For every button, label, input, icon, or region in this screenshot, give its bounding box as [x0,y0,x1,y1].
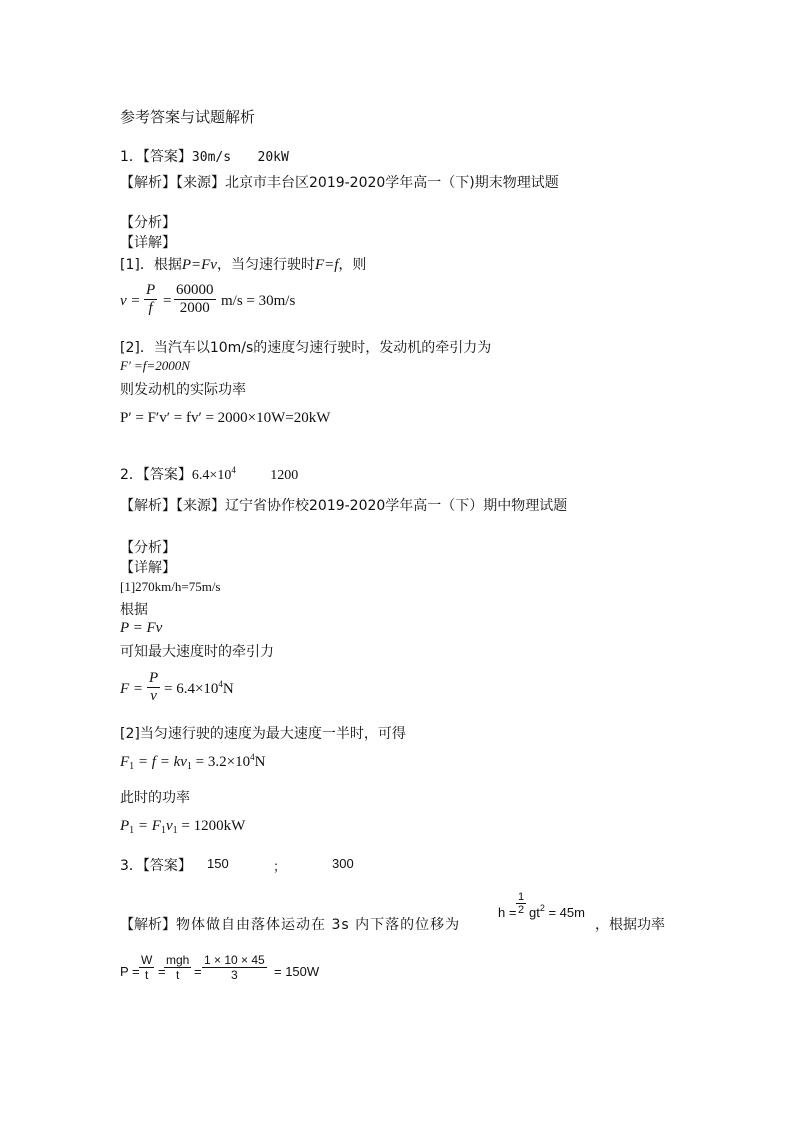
q2-eq3-unit: N [254,754,266,770]
q1-eq2: F′ =f=2000N [120,358,190,373]
q3-h-den: 2 [518,904,525,916]
q1-step2: [2]．当汽车以10m/s的速度匀速行驶时，发动机的牵引力为 [120,340,492,356]
q2-fenxi: 【分析】 [120,540,176,556]
q2-eq1: P = Fv [120,620,163,636]
q1-eq1-lhs-text: v = [120,293,141,309]
q2-eq3-sub: 1 [129,761,135,772]
q1-eq1-rhs: m/s = 30m/s [221,293,296,309]
q1-eq1-den2: 2000 [174,299,216,317]
q2-line1: [1]270km/h=75m/s [120,579,221,594]
q1-eq1-num2: 60000 [176,282,214,298]
q3-p-n3: 1 × 10 × 45 [204,953,265,967]
q2-line3: 可知最大速度时的牵引力 [120,644,274,660]
q3-answer-2: 300 [332,856,354,871]
q3-h-val: = 45m [544,905,585,920]
q1-xiangjie: 【详解】 [120,235,176,251]
q2-eq4-sub1: 1 [129,825,135,836]
q2-eq2-lhs: F = [120,681,144,697]
q1-step1-formula: P=Fv [181,257,217,273]
q3-p-d2: t [164,967,191,982]
q3-text1: 物体做自由落体运动在 3s 内下落的位移为 [176,917,461,933]
q1-step3: 则发动机的实际功率 [120,382,246,398]
q3-h-rhs [529,905,585,920]
q3-analysis-line [120,914,460,934]
q1-eq1-equals: = [163,293,172,309]
q3-h-num: 1 [518,891,525,903]
q1-step1-formula2: F=f [314,257,339,273]
q2-eq2-rhs-base: = 6.4×10 [164,681,219,697]
q2-eq4-sub2: 1 [160,825,166,836]
q3-h-rhs-text: gt [529,905,540,920]
q1-eq1-num: P [146,282,156,298]
q2-answer-line [120,464,298,484]
q2-line2: 根据 [120,602,148,618]
q1-source: 北京市丰台区2019-2020学年高一（下)期末物理试题 [225,175,559,191]
q1-eq1-den: f [144,299,157,317]
q2-eq3-end: = 3.2×10 [191,754,251,770]
q3-p-frac3 [202,953,267,982]
q2-eq3-exp: 4 [250,752,255,762]
q1-step1-end: ，则 [338,257,367,273]
q2-eq4 [120,818,245,835]
q1-eq1-frac1 [144,282,157,317]
q3-p-eq2: = [194,964,202,979]
q2-eq2-frac [147,670,160,705]
q1-step1-mid: ，当匀速行驶时 [216,257,315,273]
q1-answer-1: 30m/s [191,150,232,165]
q3-answer-1: 150 [207,856,229,871]
q3-h-lhs: h = [498,905,517,920]
q3-answer-line [120,855,354,875]
q2-line4: [2]当匀速行驶的速度为最大速度一半时，可得 [120,726,406,742]
q3-p-frac2 [164,953,191,982]
q2-answer-head: 2．【答案】 [120,467,192,483]
q2-analysis-head: 【解析】【来源】 [120,498,225,514]
q1-step1 [120,254,366,274]
q1-eq1-frac2 [174,282,216,317]
q3-answer-head: 3．【答案】 [120,858,192,874]
q3-h-frac [516,891,526,916]
q2-eq3-sub2: 1 [186,761,192,772]
q2-eq4-b: = F [134,818,161,834]
q2-eq2-rhs-unit: N [222,681,234,697]
q2-eq4-d: = 1200kW [177,818,246,834]
q2-eq2-den: v [147,687,160,705]
q3-h-rhs-exp: 2 [539,903,545,913]
q1-answer-line [120,146,289,166]
q1-step1-text: [1]．根据 [120,257,182,273]
q2-eq4-c: v [165,818,173,834]
q3-p-rhs: = 150W [274,964,320,979]
q3-analysis-head: 【解析】 [120,917,176,933]
q1-eq1-lhs [120,293,141,310]
q1-eq3: P′ = F′v′ = fv′ = 2000×10W=20kW [120,410,331,426]
q1-answer-2: 20kW [257,150,289,165]
q1-fenxi: 【分析】 [120,215,176,231]
q3-p-d3: 3 [202,967,267,982]
q2-answer-1 [191,465,236,483]
q1-analysis-head: 【解析】【来源】 [120,175,225,191]
q2-line5: 此时的功率 [120,790,190,806]
q2-xiangjie: 【详解】 [120,560,176,576]
q3-p-d1: t [139,967,154,982]
q3-text2: ，根据功率 [595,917,665,933]
q3-p-frac1 [139,953,154,982]
q2-eq3-mid: = f = kv [134,754,187,770]
q3-p-n1: W [141,953,153,967]
q2-answer-1-exp: 4 [231,465,236,475]
q2-source: 辽宁省协作校2019-2020学年高一（下）期中物理试题 [225,498,568,514]
q2-eq4-sub3: 1 [172,825,178,836]
q3-p-eq1: = [158,964,166,979]
q3-separator: ； [273,859,287,874]
q2-eq3 [120,754,265,771]
q3-p-n2: mgh [166,953,190,967]
q2-eq2-rhs-exp: 4 [218,679,223,689]
q1-answer-head: 1．【答案】 [120,149,192,165]
page-title: 参考答案与试题解析 [120,108,256,126]
q2-eq2-num: P [149,670,159,686]
q2-eq2-rhs [164,681,234,698]
q2-eq3-base: F [120,754,130,770]
q1-analysis-line [120,172,559,192]
q2-analysis-line [120,495,567,515]
q2-eq4-a: P [120,818,130,834]
q2-answer-1-base: 6.4×10 [191,468,232,483]
q2-answer-2: 1200 [270,468,299,483]
q3-p-lhs: P = [120,964,140,979]
